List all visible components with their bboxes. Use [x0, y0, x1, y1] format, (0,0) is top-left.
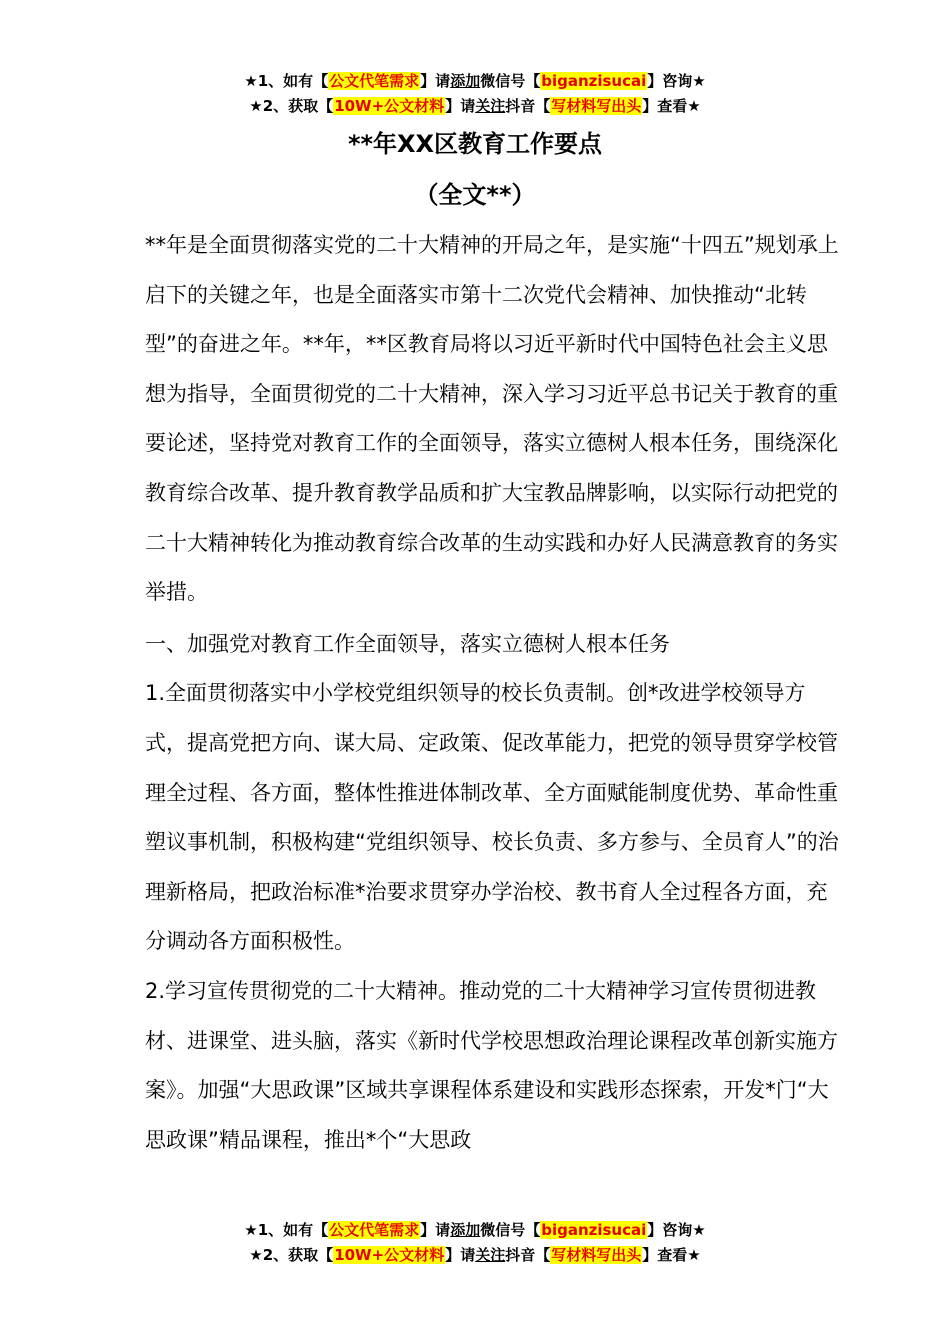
- list-item: 2.学习宣传贯彻党的二十大精神。推动党的二十大精神学习宣传贯彻进教材、进课堂、进头脑，落实《新时代学校思想政治理论课程改革创新实施方案》。加强“大思政课”区域共享课程体系建设和实践形态探索，开发*门“大思政课”精品课程，推出*个“大思政: [145, 978, 838, 1152]
- promo-highlight: 公文代笔需求: [329, 1221, 420, 1239]
- document-subtitle: （全文**）: [414, 181, 536, 209]
- promo-highlight: 10W+公文材料: [334, 1246, 445, 1264]
- promo-text: 】咨询★: [647, 1221, 706, 1239]
- promo-banner-top: [0, 69, 950, 119]
- promo-text: 微信号【: [480, 72, 541, 90]
- promo-underlined-text: 添加: [450, 1221, 481, 1239]
- document-body: [145, 221, 845, 1165]
- promo-line-1: [0, 1218, 950, 1243]
- promo-highlight: biganzisucai: [541, 72, 647, 90]
- promo-underlined-text: 关注: [475, 97, 506, 115]
- promo-text: ★2、获取【: [249, 97, 334, 115]
- promo-text: ★2、获取【: [249, 1246, 334, 1264]
- promo-banner-bottom: [0, 1218, 950, 1268]
- promo-text: 】咨询★: [647, 72, 706, 90]
- promo-text: 抖音【: [505, 97, 551, 115]
- promo-text: 】请: [445, 1246, 476, 1264]
- promo-text: 】请: [445, 97, 476, 115]
- promo-text: 】请: [420, 72, 451, 90]
- promo-text: ★1、如有【: [244, 72, 329, 90]
- promo-underlined-text: 关注: [475, 1246, 506, 1264]
- promo-line-2: [0, 94, 950, 119]
- promo-highlight: 10W+公文材料: [334, 97, 445, 115]
- promo-text: 】查看★: [642, 97, 701, 115]
- promo-text: 】查看★: [642, 1246, 701, 1264]
- promo-highlight: 写材料写出头: [551, 1246, 642, 1264]
- promo-line-2: [0, 1243, 950, 1268]
- promo-text: 】请: [420, 1221, 451, 1239]
- promo-line-1: [0, 69, 950, 94]
- list-item: 1.全面贯彻落实中小学校党组织领导的校长负责制。创*改进学校领导方式，提高党把方向、谋大局、定政策、促改革能力，把党的领导贯穿学校管理全过程、各方面，整体性推进体制改革、全方面赋能制度优势、革命性重塑议事机制，积极构建“党组织领导、校长负责、多方参与、全员育人”的治理新格局，把政治标准*治要求贯穿办学治校、教书育人全过程各方面，充分调动各方面积极性。: [145, 681, 839, 954]
- promo-text: 抖音【: [505, 1246, 551, 1264]
- promo-text: 微信号【: [480, 1221, 541, 1239]
- promo-highlight: 公文代笔需求: [329, 72, 420, 90]
- promo-underlined-text: 添加: [450, 72, 481, 90]
- promo-highlight: biganzisucai: [541, 1221, 647, 1239]
- intro-paragraph: **年是全面贯彻落实党的二十大精神的开局之年，是实施“十四五”规划承上启下的关键之年，也是全面落实市第十二次党代会精神、加快推动“北转型”的奋进之年。**年，**区教育局将以习近平新时代中国特色社会主义思想为指导，全面贯彻党的二十大精神，深入学习习近平总书记关于教育的重要论述，坚持党对教育工作的全面领导，落实立德树人根本任务，围绕深化教育综合改革、提升教育教学品质和扩大宝教品牌影响，以实际行动把党的二十大精神转化为推动教育综合改革的生动实践和办好人民满意教育的务实举措。: [145, 233, 839, 605]
- promo-text: ★1、如有【: [244, 1221, 329, 1239]
- promo-highlight: 写材料写出头: [551, 97, 642, 115]
- document-title: **年XX区教育工作要点: [347, 130, 603, 158]
- section-heading: 一、加强党对教育工作全面领导，落实立德树人根本任务: [145, 631, 670, 656]
